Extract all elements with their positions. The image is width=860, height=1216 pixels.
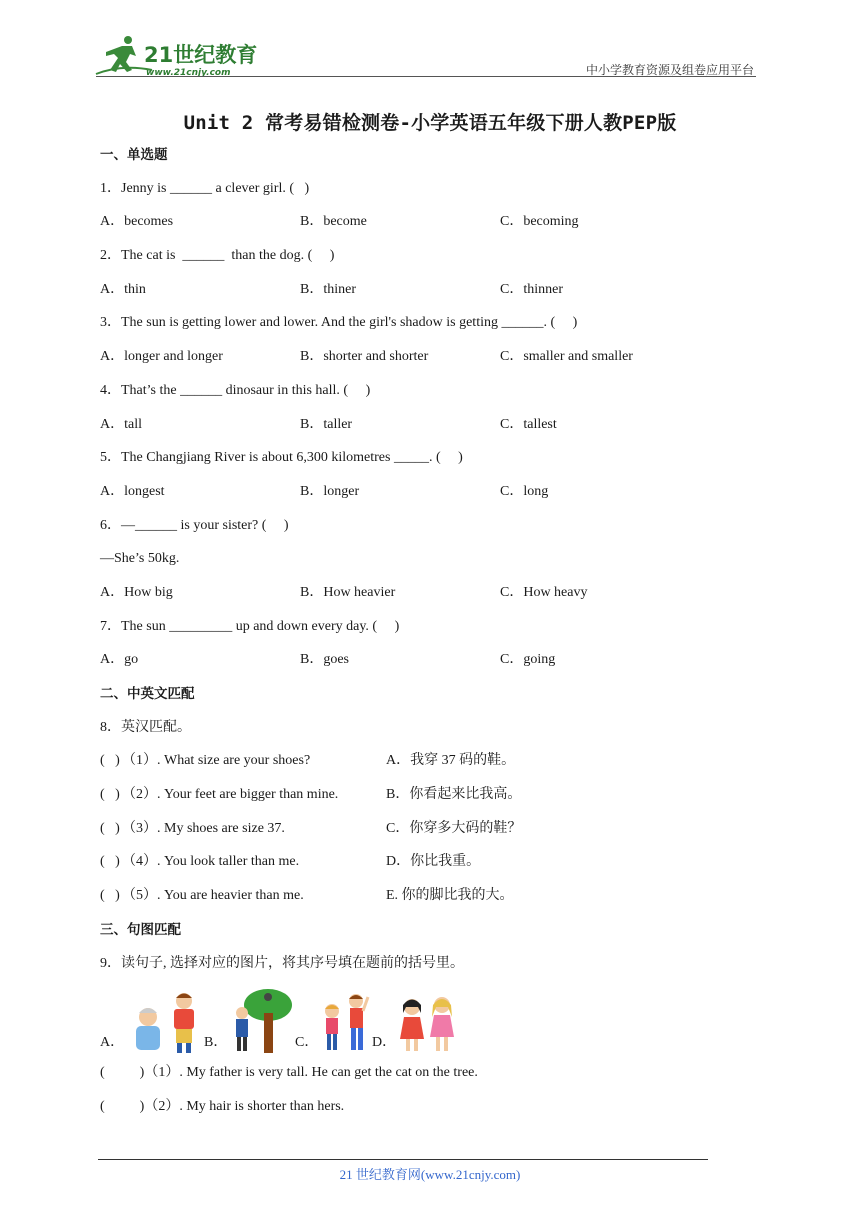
option-b: B．become — [300, 214, 367, 230]
site-logo — [92, 34, 262, 78]
question-stem: 8．英汉匹配。 — [100, 719, 191, 735]
option-row — [100, 482, 756, 516]
picture-label-d: D． — [372, 1035, 397, 1051]
match-chinese: C．你穿多大码的鞋？ — [386, 820, 522, 836]
match-chinese: A．我穿 37 码的鞋。 — [386, 753, 516, 769]
picture-d-two-girls — [396, 991, 462, 1053]
option-row — [100, 583, 756, 617]
option-a: A．How big — [100, 584, 173, 600]
option-c: C．becoming — [500, 214, 579, 230]
option-a: A．go — [100, 652, 139, 668]
question-dialog-line: —She’s 50kg. — [100, 551, 180, 567]
match-english: （4）. You look taller than me. — [122, 854, 300, 870]
option-a: A．thin — [100, 281, 146, 297]
match-row — [100, 819, 756, 853]
page-title: Unit 2 常考易错检测卷-小学英语五年级下册人教PEP版 — [183, 112, 677, 134]
option-a: A．longer and longer — [100, 349, 223, 365]
option-b: B．taller — [300, 416, 353, 432]
header-platform-text: 中小学教育资源及组卷应用平台 — [585, 63, 754, 77]
picture-a-grandma-and-man — [128, 989, 206, 1055]
option-b: B．goes — [300, 652, 349, 668]
question-stem: 3．The sun is getting lower and lower. And the girl's shadow is getting ______. ( ) — [100, 315, 578, 331]
picture-label-c: C． — [295, 1035, 319, 1051]
option-a: A．tall — [100, 416, 142, 432]
answer-blank: ( ) — [100, 753, 120, 769]
option-c: C．long — [500, 483, 549, 499]
answer-blank: ( ) — [100, 854, 120, 870]
answer-blank: ( ) — [100, 820, 120, 836]
match-english: （2）. Your feet are bigger than mine. — [122, 787, 339, 803]
option-c: C．How heavy — [500, 584, 588, 600]
question-stem: 4．That’s the ______ dinosaur in this hall. ( ) — [100, 382, 371, 398]
option-row — [100, 212, 756, 246]
match-english: （5）. You are heavier than me. — [122, 888, 304, 904]
match-row — [100, 852, 756, 886]
option-row — [100, 280, 756, 314]
picture-label-a: A． — [100, 1035, 125, 1051]
section-heading: 三、句图匹配 — [100, 921, 181, 938]
option-b: B．longer — [300, 483, 360, 499]
option-c: C．tallest — [500, 416, 557, 432]
option-c: C．thinner — [500, 281, 563, 297]
option-b: B．shorter and shorter — [300, 349, 429, 365]
section-heading: 一、单选题 — [100, 147, 168, 163]
answer-blank: ( ) — [100, 787, 120, 803]
option-row — [100, 415, 756, 449]
picture-c-two-kids — [318, 989, 370, 1055]
match-english: （1）. What size are your shoes? — [122, 753, 311, 769]
logo-text: 21世纪教育 — [144, 43, 258, 67]
answer-blank: ( ) — [100, 888, 120, 904]
option-a: A．longest — [100, 483, 165, 499]
picture-label-b: B． — [204, 1035, 228, 1051]
logo-url-text: www.21cnjy.com — [146, 68, 231, 78]
match-chinese: D．你比我重。 — [386, 854, 481, 870]
question-stem: 1．Jenny is ______ a clever girl. ( ) — [100, 180, 310, 196]
match-row — [100, 785, 756, 819]
match-chinese: B．你看起来比我高。 — [386, 787, 522, 803]
picture-match-row: ( )（1）. My father is very tall. He can get the cat on the tree. — [100, 1065, 478, 1081]
match-row — [100, 751, 756, 785]
question-stem: 5．The Changjiang River is about 6,300 kilometres _____. ( ) — [100, 450, 463, 466]
header-divider — [96, 76, 756, 77]
exam-content — [100, 145, 756, 1131]
option-a: A．becomes — [100, 214, 174, 230]
question-stem: 2．The cat is ______ than the dog. ( ) — [100, 248, 335, 264]
footer-divider — [98, 1159, 708, 1160]
option-c: C．going — [500, 652, 556, 668]
option-b: B．How heavier — [300, 584, 396, 600]
match-chinese: E. 你的脚比我的大。 — [386, 888, 514, 904]
match-row — [100, 886, 756, 920]
picture-match-row: ( )（2）. My hair is shorter than hers. — [100, 1098, 345, 1114]
option-c: C．smaller and smaller — [500, 349, 633, 365]
question-stem: 6．—______ is your sister? ( ) — [100, 517, 289, 533]
option-row — [100, 347, 756, 381]
section-heading: 二、中英文匹配 — [100, 686, 195, 702]
picture-b-tree-and-man — [228, 987, 294, 1057]
option-b: B．thiner — [300, 281, 356, 297]
picture-options — [100, 987, 756, 1057]
match-english: （3）. My shoes are size 37. — [122, 820, 285, 836]
question-stem: 7．The sun _________ up and down every day. ( ) — [100, 618, 400, 634]
option-row — [100, 650, 756, 684]
question-stem: 9．读句子, 选择对应的图片，将其序号填在题前的括号里。 — [100, 955, 464, 971]
footer-text: 21 世纪教育网(www.21cnjy.com) — [339, 1167, 521, 1182]
